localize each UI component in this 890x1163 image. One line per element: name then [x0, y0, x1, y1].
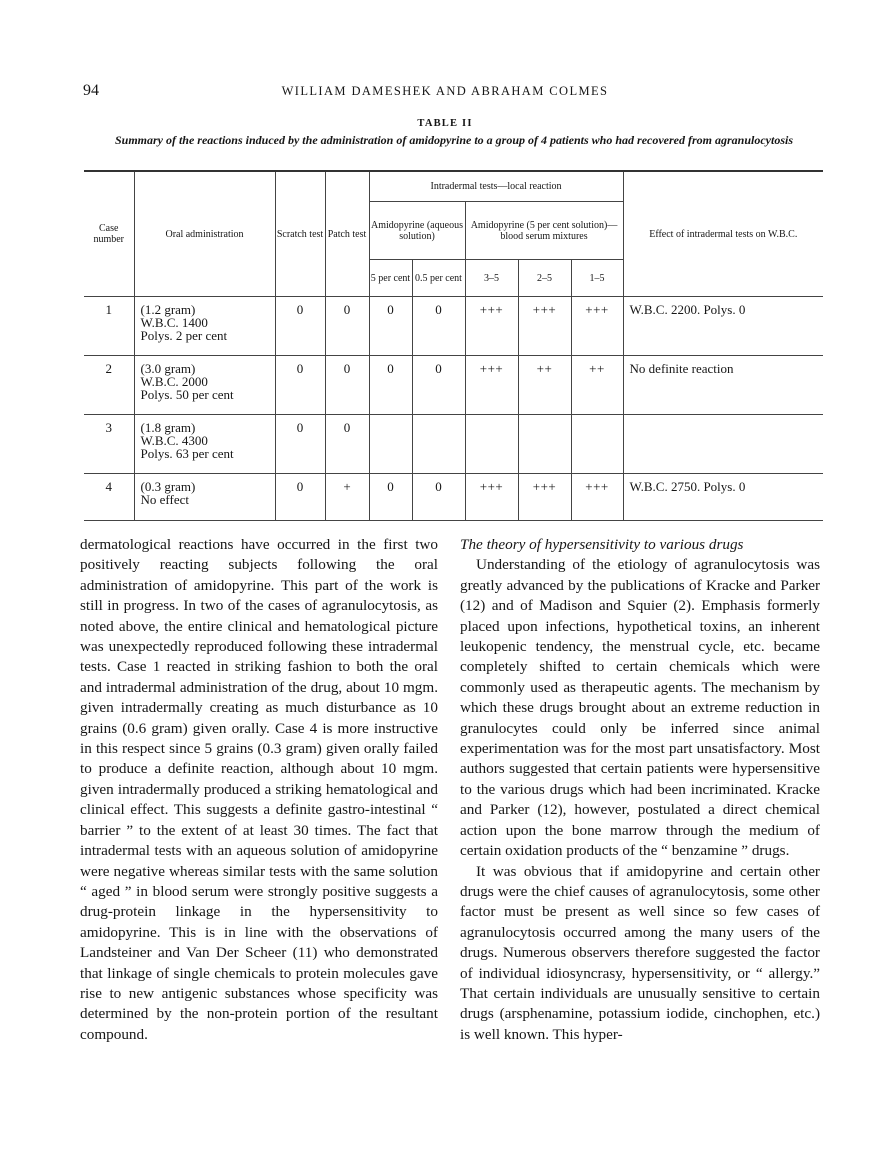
- cell-oral: [134, 474, 275, 521]
- oral-line: W.B.C. 1400: [140, 315, 208, 330]
- oral-line: Polys. 63 per cent: [140, 446, 234, 461]
- page-number: 94: [83, 82, 99, 99]
- header-serum-group: Amidopyrine (5 per cent solution)—blood serum mixtures: [465, 202, 623, 260]
- cell-5-per-cent: 0: [369, 297, 412, 356]
- header-intradermal-group: Intradermal tests—local reaction: [369, 171, 623, 202]
- cell-0-5-per-cent: 0: [412, 356, 465, 415]
- cell-mix-3-5: +++: [465, 356, 518, 415]
- table-row: [84, 474, 823, 521]
- cell-oral: [134, 356, 275, 415]
- cell-oral: [134, 297, 275, 356]
- cell-5-per-cent: 0: [369, 356, 412, 415]
- oral-line: Polys. 2 per cent: [140, 328, 228, 343]
- header-effect: Effect of intradermal tests on W.B.C.: [623, 171, 823, 297]
- cell-mix-2-5: +++: [518, 297, 571, 356]
- summary-table: [84, 170, 823, 521]
- cell-5-per-cent: [369, 415, 412, 474]
- header-aqueous-group: Amidopyrine (aqueous solution): [369, 202, 465, 260]
- right-column-paragraph-1: Understanding of the etiology of agranulocytosis was greatly advanced by the publications of Kracke and Parker (12) and of Madison and Squier (2). Emphasis formerly placed upon infections, hypothetical toxins, an inherent leukopenic tendency, the menstrual cycle, etc. became completely shifted to certain chemicals which were commonly used as therapeutic agents. The mechanism by which these drugs brought about an extreme reduction in granulocytes could only be inferred since animal experimentation was for the most part unsatisfactory. Most authors suggested that certain patients were hypersensitive to the various drugs which had been incriminated. Kracke and Parker (12), however, postulated a direct chemical action upon the bone marrow through the medium of certain oxidation products of the “ benzamine ” drugs.: [460, 556, 820, 860]
- cell-case: 3: [84, 415, 134, 474]
- cell-mix-1-5: [571, 415, 623, 474]
- header-patch-test: Patch test: [325, 171, 369, 297]
- oral-line: (0.3 gram): [140, 479, 196, 494]
- table-label: TABLE II: [417, 118, 473, 129]
- oral-line: W.B.C. 2000: [140, 374, 208, 389]
- cell-scratch: 0: [275, 297, 325, 356]
- cell-scratch: 0: [275, 356, 325, 415]
- cell-mix-2-5: +++: [518, 474, 571, 521]
- left-column: [80, 535, 438, 1045]
- oral-line: (1.2 gram): [140, 302, 196, 317]
- cell-scratch: 0: [275, 415, 325, 474]
- cell-0-5-per-cent: 0: [412, 474, 465, 521]
- cell-patch: 0: [325, 415, 369, 474]
- cell-effect: W.B.C. 2200. Polys. 0: [623, 297, 823, 356]
- cell-mix-2-5: ++: [518, 356, 571, 415]
- cell-mix-3-5: +++: [465, 474, 518, 521]
- oral-line: No effect: [140, 492, 189, 507]
- header-scratch-test: Scratch test: [275, 171, 325, 297]
- cell-0-5-per-cent: 0: [412, 297, 465, 356]
- cell-mix-2-5: [518, 415, 571, 474]
- right-column-paragraph-2: It was obvious that if amidopyrine and certain other drugs were the chief causes of agranulocytosis, some other factor must be present as well since so few cases of agranulocytosis occurred among the many users of the drugs. Numerous observers therefore suggested the factor of individual idiosyncrasy, hypersensitivity, or “ allergy.” That certain individuals are unusually sensitive to certain drugs (arsphenamine, potassium iodide, cinchophen, etc.) is well known. This hyper-: [460, 862, 820, 1043]
- oral-line: (1.8 gram): [140, 420, 196, 435]
- oral-line: W.B.C. 4300: [140, 433, 208, 448]
- header-sub-3-5: 3–5: [465, 260, 518, 297]
- cell-case: 4: [84, 474, 134, 521]
- cell-mix-3-5: +++: [465, 297, 518, 356]
- cell-scratch: 0: [275, 474, 325, 521]
- cell-5-per-cent: 0: [369, 474, 412, 521]
- cell-effect: [623, 415, 823, 474]
- table-caption: Summary of the reactions induced by the administration of amidopyrine to a group of 4 patients who had recovered from agranulocytosis: [114, 133, 794, 147]
- left-column-paragraph: dermatological reactions have occurred in the first two positively reacting subjects following the oral administration of amidopyrine. This part of the work is still in progress. In two of the cases of agranulocytosis, as noted above, the entire clinical and hematological picture was unexpectedly reproduced following these intradermal tests. Case 1 reacted in striking fashion to both the oral and intradermal administration of the drug, about 10 mgm. given intradermally creating as much disturbance as 10 grains (0.6 gram) given orally. Case 4 is more instructive in this respect since 5 grains (0.3 gram) given orally failed to produce a definite reaction, although about 10 mgm. given intradermally produced a striking hematological and clinical effect. This suggests a definite gastro-intestinal “ barrier ” to the extent of at least 30 times. The fact that intradermal tests with an aqueous solution of amidopyrine were negative whereas similar tests with the same solution “ aged ” in blood serum were strongly positive suggests a drug-protein linkage in the hypersensitivity to amidopyrine. This is in line with the observations of Landsteiner and Van Der Scheer (11) who demonstrated that linkage of single chemicals to protein molecules gave rise to new antigenic substances whose specificity was determined by the non-protein portion of the resultant compound.: [80, 536, 438, 1043]
- header-sub-5-per-cent: 5 per cent: [369, 260, 412, 297]
- cell-mix-1-5: ++: [571, 356, 623, 415]
- cell-mix-1-5: +++: [571, 474, 623, 521]
- cell-patch: 0: [325, 297, 369, 356]
- cell-patch: 0: [325, 356, 369, 415]
- section-heading: The theory of hypersensitivity to various drugs: [460, 536, 744, 553]
- oral-line: Polys. 50 per cent: [140, 387, 234, 402]
- cell-mix-3-5: [465, 415, 518, 474]
- header-sub-1-5: 1–5: [571, 260, 623, 297]
- running-head: WILLIAM DAMESHEK AND ABRAHAM COLMES: [281, 84, 609, 98]
- table-row: [84, 356, 823, 415]
- header-sub-0-5-per-cent: 0.5 per cent: [412, 260, 465, 297]
- cell-case: 2: [84, 356, 134, 415]
- oral-line: (3.0 gram): [140, 361, 196, 376]
- table-row: [84, 415, 823, 474]
- header-oral-administration: Oral administration: [134, 171, 275, 297]
- header-sub-2-5: 2–5: [518, 260, 571, 297]
- cell-effect: No definite reaction: [623, 356, 823, 415]
- cell-mix-1-5: +++: [571, 297, 623, 356]
- table-row: [84, 297, 823, 356]
- right-column: [460, 535, 820, 1045]
- header-case-number: Case number: [84, 171, 134, 297]
- cell-0-5-per-cent: [412, 415, 465, 474]
- cell-case: 1: [84, 297, 134, 356]
- cell-oral: [134, 415, 275, 474]
- cell-patch: +: [325, 474, 369, 521]
- cell-effect: W.B.C. 2750. Polys. 0: [623, 474, 823, 521]
